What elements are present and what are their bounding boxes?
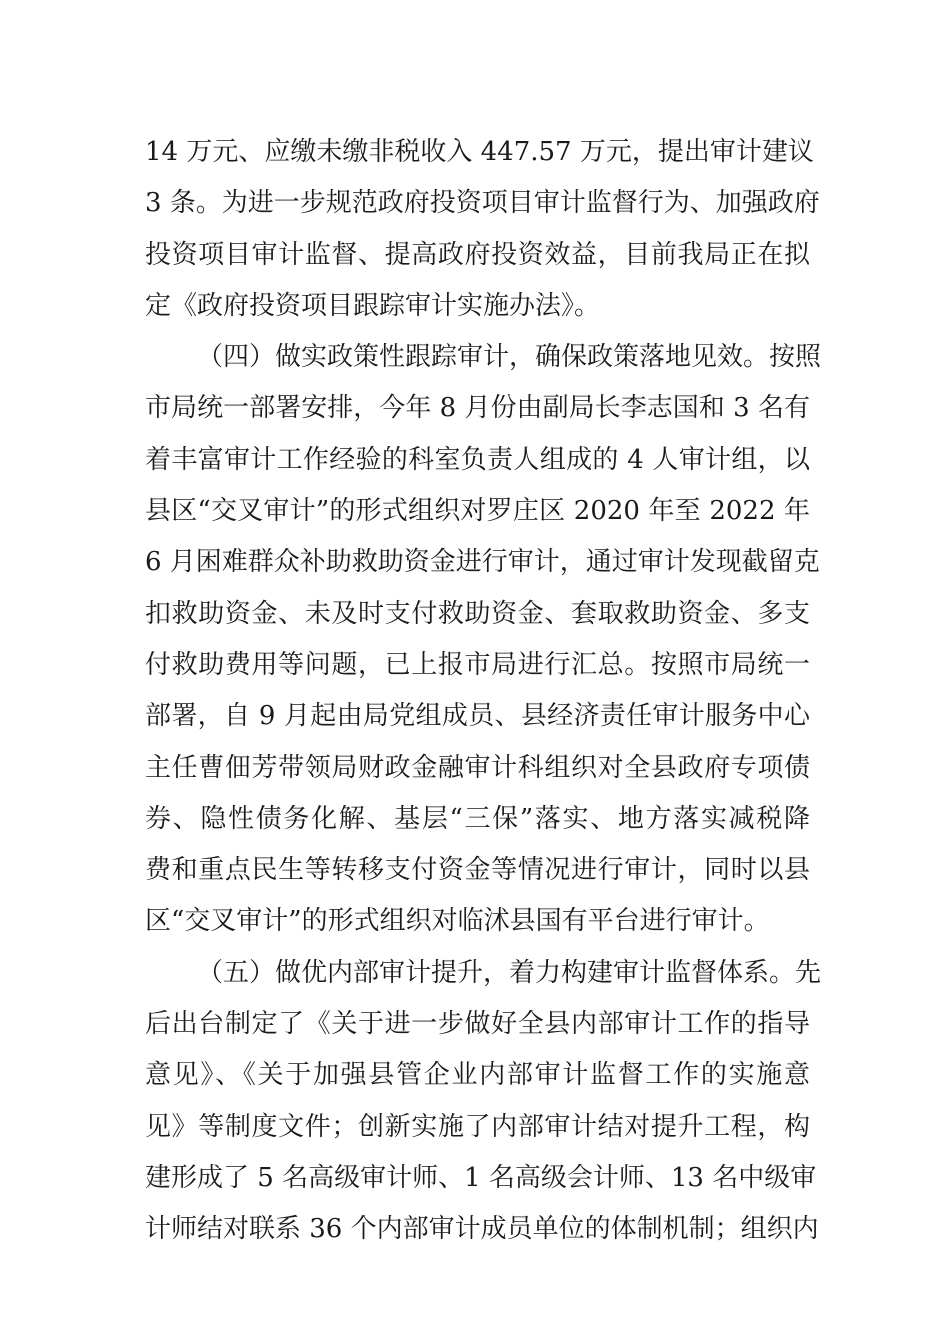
text-line: 3 条。为进一步规范政府投资项目审计监督行为、加强政府 <box>145 188 820 219</box>
paragraph-heading-line: （五）做优内部审计提升，着力构建审计监督体系。先 <box>197 957 822 988</box>
text-line: 费和重点民生等转移支付资金等情况进行审计，同时以县 <box>145 855 810 886</box>
text-line: 14 万元、应缴未缴非税收入 447.57 万元，提出审计建议 <box>145 137 814 167</box>
text-line: 计师结对联系 36 个内部审计成员单位的体制机制；组织内 <box>145 1214 819 1245</box>
body-text <box>145 127 822 1256</box>
text-line: 建形成了 5 名高级审计师、1 名高级会计师、13 名中级审 <box>145 1162 817 1193</box>
text-line: 后出台制定了《关于进一步做好全县内部审计工作的指导 <box>145 1009 810 1040</box>
text-line: 投资项目审计监督、提高政府投资效益，目前我局正在拟 <box>145 239 810 270</box>
text-line: 扣救助资金、未及时支付救助资金、套取救助资金、多支 <box>145 598 810 629</box>
text-line: 6 月困难群众补助救助资金进行审计，通过审计发现截留克 <box>145 547 820 578</box>
text-line: 见》等制度文件；创新实施了内部审计结对提升工程，构 <box>145 1111 810 1142</box>
text-line: 券、隐性债务化解、基层“三保”落实、地方落实减税降 <box>145 803 810 834</box>
text-line: 主任曹佃芳带领局财政金融审计科组织对全县政府专项债 <box>145 752 810 783</box>
paragraph-heading-line: （四）做实政策性跟踪审计，确保政策落地见效。按照 <box>197 342 822 373</box>
text-line: 区“交叉审计”的形式组织对临沭县国有平台进行审计。 <box>145 906 770 937</box>
text-line: 市局统一部署安排，今年 8 月份由副局长李志国和 3 名有 <box>145 393 810 424</box>
text-line: 着丰富审计工作经验的科室负责人组成的 4 人审计组，以 <box>145 444 810 475</box>
text-line: 部署，自 9 月起由局党组成员、县经济责任审计服务中心 <box>145 701 810 732</box>
text-line: 定《政府投资项目跟踪审计实施办法》。 <box>145 290 601 321</box>
text-line: 县区“交叉审计”的形式组织对罗庄区 2020 年至 2022 年 <box>145 496 810 527</box>
text-line: 意见》、《关于加强县管企业内部审计监督工作的实施意 <box>145 1060 810 1091</box>
text-line: 付救助费用等问题，已上报市局进行汇总。按照市局统一 <box>145 649 810 680</box>
